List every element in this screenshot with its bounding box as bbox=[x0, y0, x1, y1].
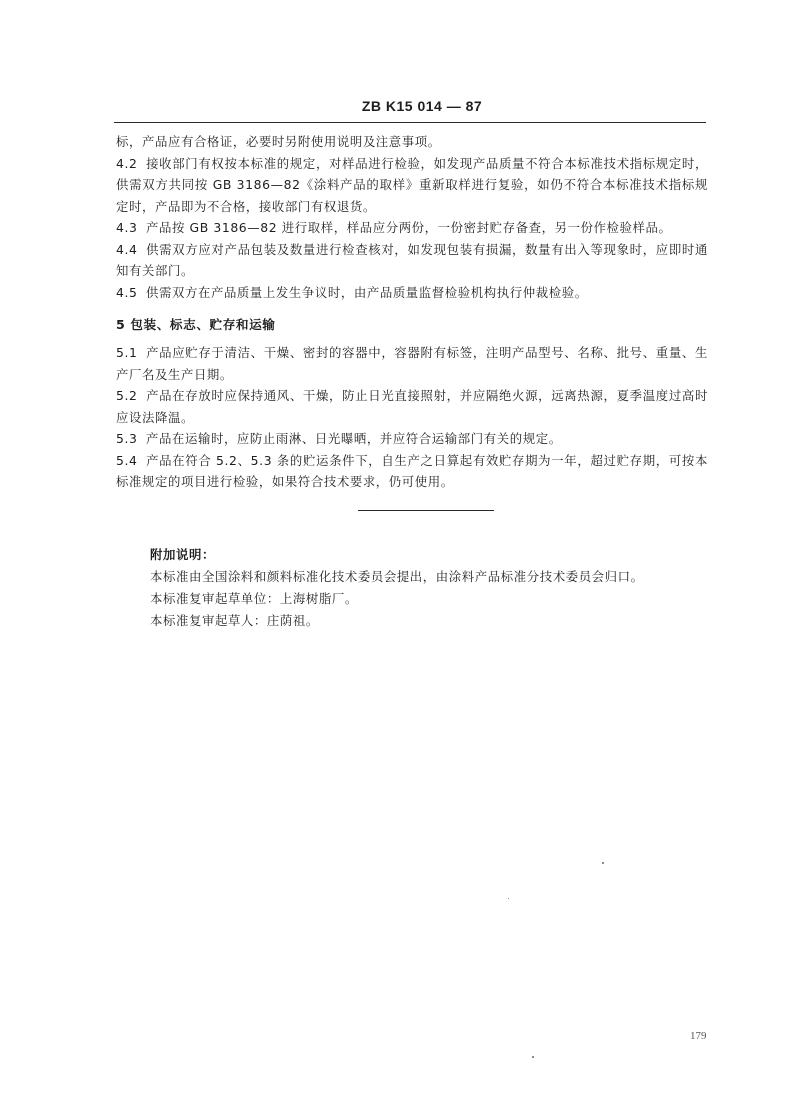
clause-5-4 bbox=[116, 450, 708, 493]
scan-speck bbox=[532, 1056, 534, 1058]
additional-note-line: 本标准复审起草人：庄荫祖。 bbox=[150, 613, 319, 628]
header-divider bbox=[114, 122, 706, 123]
end-of-text-rule bbox=[358, 510, 494, 511]
clause-text: 接收部门有权按本标准的规定，对样品进行检验，如发现产品质量不符合本标准技术指标规定时，供需双方共同按 GB 3186—82《涂料产品的取样》重新取样进行复验，如仍不符合本标准技术指标规定时，产品即为不合格，接收部门有权退货。 bbox=[116, 155, 708, 214]
clause-number: 5.2 bbox=[116, 388, 138, 403]
clause-text: 产品应贮存于清洁、干燥、密封的容器中，容器附有标签，注明产品型号、名称、批号、重量、生产厂名及生产日期。 bbox=[116, 345, 708, 382]
additional-notes bbox=[150, 544, 644, 632]
scan-speck bbox=[508, 898, 509, 899]
clause-4-3 bbox=[116, 217, 708, 239]
clause-5-3 bbox=[116, 428, 708, 450]
section-5-heading: 5 包装、标志、贮存和运输 bbox=[116, 317, 276, 332]
clauses-section-4 bbox=[116, 131, 708, 303]
clause-number: 4.2 bbox=[116, 155, 138, 171]
clause-text: 产品按 GB 3186—82 进行取样，样品应分两份，一份密封贮存备查，另一份作检验样品。 bbox=[146, 220, 672, 235]
standard-code-header: ZB K15 014 — 87 bbox=[361, 98, 483, 114]
clause-number: 4.3 bbox=[116, 220, 138, 235]
clause-number: 5.1 bbox=[116, 345, 138, 360]
additional-note-line: 本标准复审起草单位：上海树脂厂。 bbox=[150, 591, 358, 606]
clause-4-5 bbox=[116, 282, 708, 304]
clause-number: 5.4 bbox=[116, 452, 138, 468]
clause-number: 5.3 bbox=[116, 431, 138, 446]
clause-text: 产品在存放时应保持通风、干燥，防止日光直接照射，并应隔绝火源，远离热源，夏季温度过高时应设法降温。 bbox=[116, 388, 708, 425]
additional-notes-title: 附加说明： bbox=[150, 547, 215, 562]
clause-text: 供需双方在产品质量上发生争议时，由产品质量监督检验机构执行仲裁检验。 bbox=[146, 284, 588, 300]
clause-number: 4.4 bbox=[116, 241, 138, 257]
clause-4-2 bbox=[116, 153, 708, 218]
additional-note-line: 本标准由全国涂料和颜料标准化技术委员会提出，由涂料产品标准分技术委员会归口。 bbox=[150, 569, 644, 584]
clause-text: 产品在运输时，应防止雨淋、日光曝晒，并应符合运输部门有关的规定。 bbox=[146, 431, 562, 446]
clause-5-1 bbox=[116, 342, 708, 385]
continuation-text: 标，产品应有合格证，必要时另附使用说明及注意事项。 bbox=[116, 134, 441, 149]
clauses-section-5 bbox=[116, 342, 708, 493]
clause-text: 产品在符合 5.2、5.3 条的贮运条件下，自生产之日算起有效贮存期为一年，超过贮存期，可按本标准规定的项目进行检验，如果符合技术要求，仍可使用。 bbox=[116, 452, 708, 489]
clause-5-2 bbox=[116, 385, 708, 428]
page-number: 179 bbox=[690, 1030, 707, 1042]
clause-number: 4.5 bbox=[116, 284, 138, 300]
clause-text: 供需双方应对产品包装及数量进行检查核对，如发现包装有损漏，数量有出入等现象时，应即时通知有关部门。 bbox=[116, 241, 708, 278]
clause-4-4 bbox=[116, 239, 708, 282]
scan-speck bbox=[602, 862, 604, 864]
